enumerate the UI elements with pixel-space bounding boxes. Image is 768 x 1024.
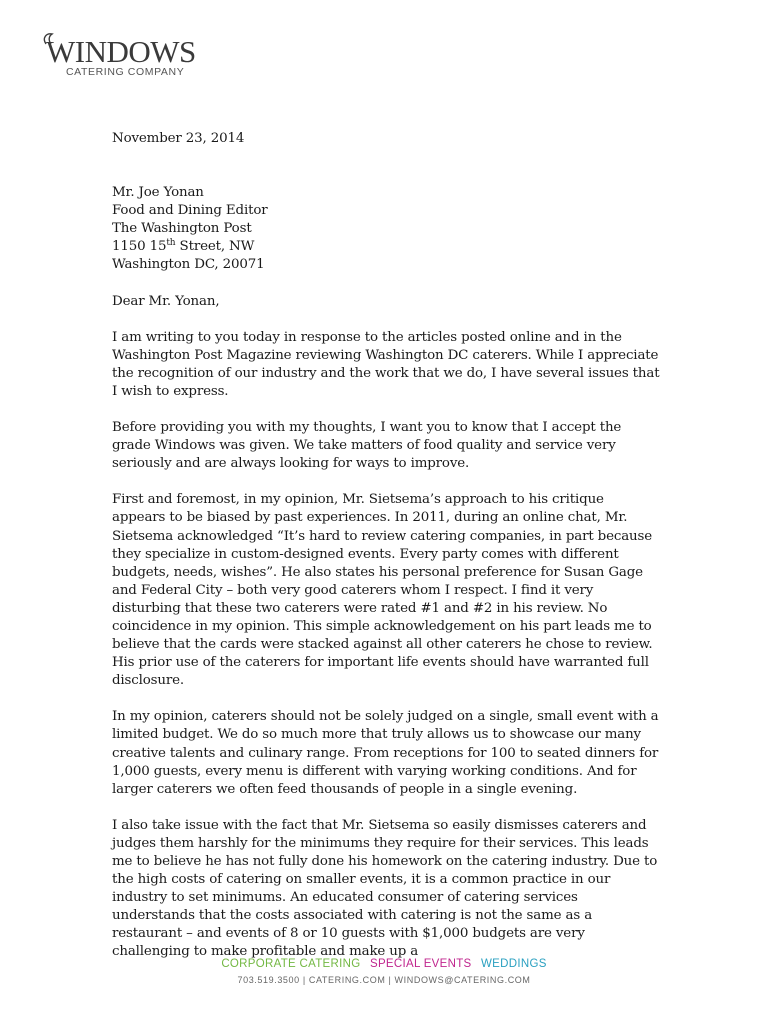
logo-tagline: CATERING COMPANY [66,66,185,78]
footer-special-events: SPECIAL EVENTS [369,958,472,970]
recipient-street: 1150 15th Street, NW [112,238,255,255]
paragraph: In my opinion, caterers should not be solely judged on a single, small event with a limited budget. We do so much more that truly allows us to showcase our many creative talents and culinary range. From receptions for 100 to seated dinners for 1,000 guests, every menu is different with varying working conditions. And for larger caterers we often feed thousands of people in a single evening. [112,709,659,797]
paragraph: Before providing you with my thoughts, I want you to know that I accept the grade Windows was given. We take matters of food quality and service very seriously and are always looking for ways to improve. [112,420,622,472]
company-logo [40,30,210,82]
paragraph: First and foremost, in my opinion, Mr. Sietsema’s approach to his critique appears to be biased by past experiences. In 2011, during an online chat, Mr. Sietsema acknowledged “It’s hard to review catering companies, in part because they specialize in custom-designed events. Every party comes with different budgets, needs, wishes”. He also states his personal preference for Susan Gage and Federal City – both very good caterers whom I respect. I find it very disturbing that these two caterers were rated #1 and #2 in his review. No coincidence in my opinion. This simple acknowledgement on his part leads me to believe that the cards were stacked against all other caterers he chose to review. His prior use of the caterers for important life events should have warranted full disclosure. [112,492,653,689]
recipient-name: Mr. Joe Yonan [112,185,204,201]
letter-date: November 23, 2014 [112,131,245,146]
salutation: Dear Mr. Yonan, [112,293,220,309]
logo-wordmark: WINDOWS [46,34,196,69]
paragraph: I also take issue with the fact that Mr. Sietsema so easily dismisses caterers and judges them harshly for the minimums they require for their services. This leads me to believe he has not fully done his homework on the catering industry. Due to the high costs of catering on smaller events, it is a common practice in our industry to set minimums. An educated consumer of catering services understands that the costs associated with catering is not the same as a restaurant – and events of 8 or 10 guests with $1,000 budgets are very challenging to make profitable and make up a [112,817,658,960]
paragraph: I am writing to you today in response to the articles posted online and in the Washington Post Magazine reviewing Washington DC caterers. While I appreciate the recognition of our industry and the work that we do, I have several issues that I wish to express. [112,329,660,399]
recipient-city: Washington DC, 20071 [112,257,265,273]
letterhead-footer [0,958,768,985]
recipient-address [112,184,660,274]
footer-weddings: WEDDINGS [481,958,547,970]
letter-body [112,130,660,962]
footer-contact: 703.519.3500 | CATERING.COM | WINDOWS@CATERING.COM [237,975,531,985]
recipient-title: Food and Dining Editor [112,203,268,219]
footer-corporate-catering: CORPORATE CATERING [221,958,361,970]
recipient-organization: The Washington Post [112,221,252,237]
footer-services [0,958,768,970]
